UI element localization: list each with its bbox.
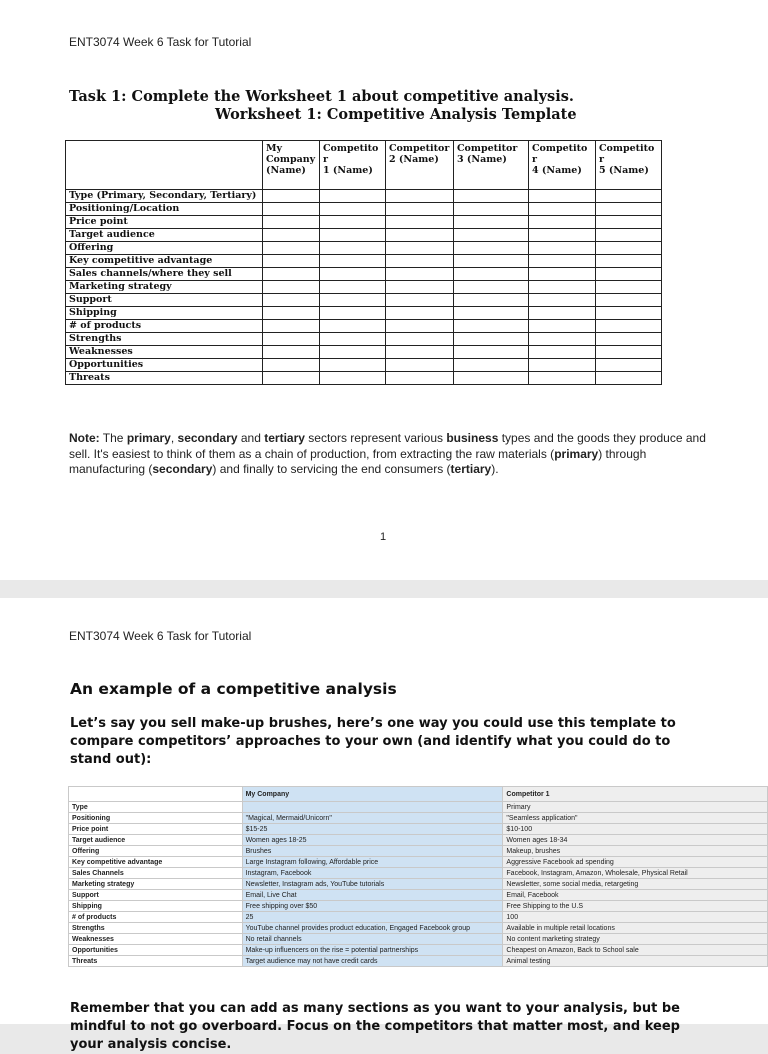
empty-cell[interactable] (320, 346, 386, 359)
example-table (68, 786, 768, 967)
example-row-label: Marketing strategy (69, 879, 243, 890)
example-my-company-cell: Target audience may not have credit cards (242, 956, 503, 967)
document-page-2 (0, 598, 768, 1052)
empty-cell[interactable] (386, 268, 454, 281)
example-row (69, 912, 768, 923)
empty-cell[interactable] (263, 229, 320, 242)
row-label: Shipping (66, 307, 263, 320)
empty-cell[interactable] (263, 359, 320, 372)
worksheet-header-row (66, 141, 662, 190)
empty-cell[interactable] (529, 229, 596, 242)
example-row (69, 956, 768, 967)
example-row-label: Threats (69, 956, 243, 967)
empty-cell[interactable] (386, 203, 454, 216)
empty-cell[interactable] (454, 333, 529, 346)
empty-cell[interactable] (454, 190, 529, 203)
sector-note (69, 431, 709, 478)
empty-cell[interactable] (386, 333, 454, 346)
empty-cell[interactable] (529, 372, 596, 385)
example-row-label: Type (69, 802, 243, 813)
example-my-company-cell: Free shipping over $50 (242, 901, 503, 912)
worksheet-row (66, 307, 662, 320)
empty-cell[interactable] (263, 242, 320, 255)
column-header: My Company (Name) (263, 141, 320, 190)
column-header: Competito r 4 (Name) (529, 141, 596, 190)
empty-cell[interactable] (386, 216, 454, 229)
example-competitor-cell: Aggressive Facebook ad spending (503, 857, 768, 868)
worksheet-row (66, 333, 662, 346)
example-my-company-cell: Women ages 18-25 (242, 835, 503, 846)
empty-cell[interactable] (263, 372, 320, 385)
empty-cell[interactable] (386, 372, 454, 385)
note-term: tertiary (264, 431, 305, 445)
note-term: tertiary (450, 462, 492, 476)
note-text: types and the goods they produce and sell. It's easiest to think of them as a chain of production, from extracting the raw materials ( (69, 431, 706, 461)
example-competitor-cell: Free Shipping to the U.S (503, 901, 768, 912)
example-competitor-cell: 100 (503, 912, 768, 923)
empty-cell[interactable] (596, 242, 662, 255)
example-my-company-cell: Instagram, Facebook (242, 868, 503, 879)
empty-cell[interactable] (529, 333, 596, 346)
example-competitor-cell: Facebook, Instagram, Amazon, Wholesale, Physical Retail (503, 868, 768, 879)
note-text: ). (491, 462, 499, 476)
note-term: secondary (177, 431, 238, 445)
remember-paragraph: Remember that you can add as many sections as you want to your analysis, but be mindful to not go overboard. Focus on the competitors that matter most, and keep your analysis concise. (70, 1001, 680, 1052)
empty-cell[interactable] (596, 255, 662, 268)
row-label: Type (Primary, Secondary, Tertiary) (66, 190, 263, 203)
example-my-company-cell: Brushes (242, 846, 503, 857)
empty-cell[interactable] (386, 190, 454, 203)
empty-cell[interactable] (454, 359, 529, 372)
example-row (69, 901, 768, 912)
row-label: # of products (66, 320, 263, 333)
row-label: Sales channels/where they sell (66, 268, 263, 281)
example-row-label: Shipping (69, 901, 243, 912)
example-competitor-cell: Primary (503, 802, 768, 813)
empty-cell[interactable] (596, 216, 662, 229)
empty-cell[interactable] (320, 359, 386, 372)
example-my-company-cell: Large Instagram following, Affordable price (242, 857, 503, 868)
example-row-label: Key competitive advantage (69, 857, 243, 868)
example-competitor-cell: Newsletter, some social media, retargeting (503, 879, 768, 890)
empty-cell[interactable] (596, 372, 662, 385)
example-my-company-cell: Newsletter, Instagram ads, YouTube tutorials (242, 879, 503, 890)
note-text: sectors represent various (304, 431, 447, 445)
worksheet-row (66, 268, 662, 281)
example-row-label: Strengths (69, 923, 243, 934)
example-header-row (69, 787, 768, 802)
worksheet-table (65, 140, 662, 385)
example-row-label: Weaknesses (69, 934, 243, 945)
empty-cell[interactable] (386, 359, 454, 372)
example-row-label: Sales Channels (69, 868, 243, 879)
example-heading: An example of a competitive analysis (70, 680, 397, 698)
row-label: Marketing strategy (66, 281, 263, 294)
worksheet-title: Worksheet 1: Competitive Analysis Template (215, 106, 577, 123)
worksheet-row (66, 216, 662, 229)
empty-cell[interactable] (386, 229, 454, 242)
example-competitor-cell: "Seamless application" (503, 813, 768, 824)
example-header-my-company: My Company (242, 787, 503, 802)
note-term: business (446, 431, 499, 445)
note-text: and (237, 431, 265, 445)
empty-cell[interactable] (454, 281, 529, 294)
worksheet-row (66, 372, 662, 385)
empty-cell[interactable] (263, 294, 320, 307)
empty-cell[interactable] (263, 307, 320, 320)
empty-cell[interactable] (596, 320, 662, 333)
example-my-company-cell: Make-up influencers on the rise = potential partnerships (242, 945, 503, 956)
example-row-label: Offering (69, 846, 243, 857)
empty-cell[interactable] (386, 320, 454, 333)
empty-cell[interactable] (320, 294, 386, 307)
empty-cell[interactable] (386, 255, 454, 268)
empty-cell[interactable] (596, 203, 662, 216)
example-intro: Let’s say you sell make-up brushes, here’s one way you could use this template to compare competitors’ approaches to your own (and identify what you could do to stand out): (70, 716, 676, 767)
empty-cell[interactable] (454, 268, 529, 281)
row-label: Threats (66, 372, 263, 385)
empty-cell[interactable] (386, 294, 454, 307)
example-competitor-cell: Animal testing (503, 956, 768, 967)
empty-cell[interactable] (529, 190, 596, 203)
example-row (69, 879, 768, 890)
row-label: Opportunities (66, 359, 263, 372)
page-header: ENT3074 Week 6 Task for Tutorial (69, 35, 252, 49)
example-row-label: Price point (69, 824, 243, 835)
empty-cell[interactable] (596, 359, 662, 372)
example-competitor-cell: Women ages 18-34 (503, 835, 768, 846)
empty-cell[interactable] (454, 372, 529, 385)
example-my-company-cell: Email, Live Chat (242, 890, 503, 901)
empty-cell[interactable] (596, 281, 662, 294)
example-row (69, 813, 768, 824)
empty-cell[interactable] (320, 229, 386, 242)
column-header: Competitor 2 (Name) (386, 141, 454, 190)
example-competitor-cell: Cheapest on Amazon, Back to School sale (503, 945, 768, 956)
empty-cell[interactable] (263, 216, 320, 229)
empty-cell[interactable] (529, 320, 596, 333)
empty-cell[interactable] (529, 359, 596, 372)
note-term: secondary (152, 462, 213, 476)
example-row (69, 945, 768, 956)
empty-cell[interactable] (454, 242, 529, 255)
note-text: ) and finally to servicing the end consumers ( (212, 462, 451, 476)
worksheet-row (66, 320, 662, 333)
example-row (69, 846, 768, 857)
empty-cell[interactable] (596, 333, 662, 346)
empty-cell[interactable] (454, 255, 529, 268)
empty-cell[interactable] (320, 190, 386, 203)
empty-cell[interactable] (529, 346, 596, 359)
empty-cell[interactable] (529, 216, 596, 229)
example-my-company-cell: "Magical, Mermaid/Unicorn" (242, 813, 503, 824)
empty-cell[interactable] (320, 320, 386, 333)
example-header-competitor-1: Competitor 1 (503, 787, 768, 802)
note-text: ) through manufacturing ( (69, 446, 647, 476)
empty-cell[interactable] (386, 307, 454, 320)
empty-cell[interactable] (320, 203, 386, 216)
example-row-label: # of products (69, 912, 243, 923)
row-label: Offering (66, 242, 263, 255)
worksheet-row (66, 242, 662, 255)
empty-cell[interactable] (263, 268, 320, 281)
empty-cell[interactable] (529, 307, 596, 320)
empty-cell[interactable] (529, 242, 596, 255)
empty-cell[interactable] (529, 255, 596, 268)
example-row (69, 802, 768, 813)
note-text: , (170, 431, 178, 445)
worksheet-row (66, 346, 662, 359)
example-my-company-cell: 25 (242, 912, 503, 923)
empty-cell[interactable] (386, 281, 454, 294)
empty-cell[interactable] (263, 190, 320, 203)
example-my-company-cell: No retail channels (242, 934, 503, 945)
note-label: Note: (69, 431, 100, 445)
empty-cell[interactable] (320, 268, 386, 281)
empty-cell[interactable] (454, 307, 529, 320)
empty-cell[interactable] (454, 216, 529, 229)
example-row (69, 890, 768, 901)
empty-cell[interactable] (320, 281, 386, 294)
example-row (69, 923, 768, 934)
page-number: 1 (380, 531, 387, 543)
empty-cell[interactable] (596, 268, 662, 281)
empty-cell[interactable] (263, 320, 320, 333)
example-row-label: Opportunities (69, 945, 243, 956)
empty-cell[interactable] (320, 333, 386, 346)
empty-cell[interactable] (320, 242, 386, 255)
worksheet-row (66, 190, 662, 203)
note-term: primary (554, 446, 599, 461)
worksheet-row (66, 255, 662, 268)
empty-cell[interactable] (454, 320, 529, 333)
empty-cell[interactable] (454, 294, 529, 307)
row-label: Support (66, 294, 263, 307)
empty-cell[interactable] (596, 190, 662, 203)
row-label: Positioning/Location (66, 203, 263, 216)
example-row (69, 824, 768, 835)
example-header-blank (69, 787, 243, 802)
example-competitor-cell: Makeup, brushes (503, 846, 768, 857)
column-header: Competito r 5 (Name) (596, 141, 662, 190)
row-label: Strengths (66, 333, 263, 346)
empty-cell[interactable] (529, 281, 596, 294)
example-row-label: Positioning (69, 813, 243, 824)
page-header: ENT3074 Week 6 Task for Tutorial (69, 629, 252, 643)
row-label: Weaknesses (66, 346, 263, 359)
example-row-label: Support (69, 890, 243, 901)
row-label: Price point (66, 216, 263, 229)
empty-cell[interactable] (386, 346, 454, 359)
example-my-company-cell: YouTube channel provides product education, Engaged Facebook group (242, 923, 503, 934)
example-my-company-cell (242, 802, 503, 813)
worksheet-row (66, 203, 662, 216)
empty-cell[interactable] (529, 203, 596, 216)
empty-cell[interactable] (454, 229, 529, 242)
column-header: Competito r 1 (Name) (320, 141, 386, 190)
empty-cell[interactable] (454, 203, 529, 216)
empty-cell[interactable] (263, 281, 320, 294)
worksheet-row (66, 294, 662, 307)
example-competitor-cell: Available in multiple retail locations (503, 923, 768, 934)
example-competitor-cell: Email, Facebook (503, 890, 768, 901)
header-blank-cell (66, 141, 263, 190)
empty-cell[interactable] (320, 255, 386, 268)
example-row (69, 835, 768, 846)
note-term: primary (126, 431, 171, 445)
example-competitor-cell: $10-100 (503, 824, 768, 835)
example-row (69, 857, 768, 868)
example-row (69, 934, 768, 945)
row-label: Key competitive advantage (66, 255, 263, 268)
empty-cell[interactable] (596, 307, 662, 320)
empty-cell[interactable] (263, 255, 320, 268)
empty-cell[interactable] (596, 294, 662, 307)
worksheet-row (66, 281, 662, 294)
example-my-company-cell: $15-25 (242, 824, 503, 835)
empty-cell[interactable] (263, 203, 320, 216)
column-header: Competitor 3 (Name) (454, 141, 529, 190)
empty-cell[interactable] (263, 333, 320, 346)
empty-cell[interactable] (320, 372, 386, 385)
example-row-label: Target audience (69, 835, 243, 846)
empty-cell[interactable] (454, 346, 529, 359)
empty-cell[interactable] (320, 216, 386, 229)
empty-cell[interactable] (529, 268, 596, 281)
empty-cell[interactable] (596, 346, 662, 359)
empty-cell[interactable] (596, 229, 662, 242)
task-title: Task 1: Complete the Worksheet 1 about competitive analysis. (69, 88, 574, 105)
row-label: Target audience (66, 229, 263, 242)
example-competitor-cell: No content marketing strategy (503, 934, 768, 945)
empty-cell[interactable] (320, 307, 386, 320)
worksheet-row (66, 359, 662, 372)
empty-cell[interactable] (529, 294, 596, 307)
empty-cell[interactable] (263, 346, 320, 359)
example-row (69, 868, 768, 879)
note-text: The (99, 431, 127, 445)
worksheet-row (66, 229, 662, 242)
empty-cell[interactable] (386, 242, 454, 255)
